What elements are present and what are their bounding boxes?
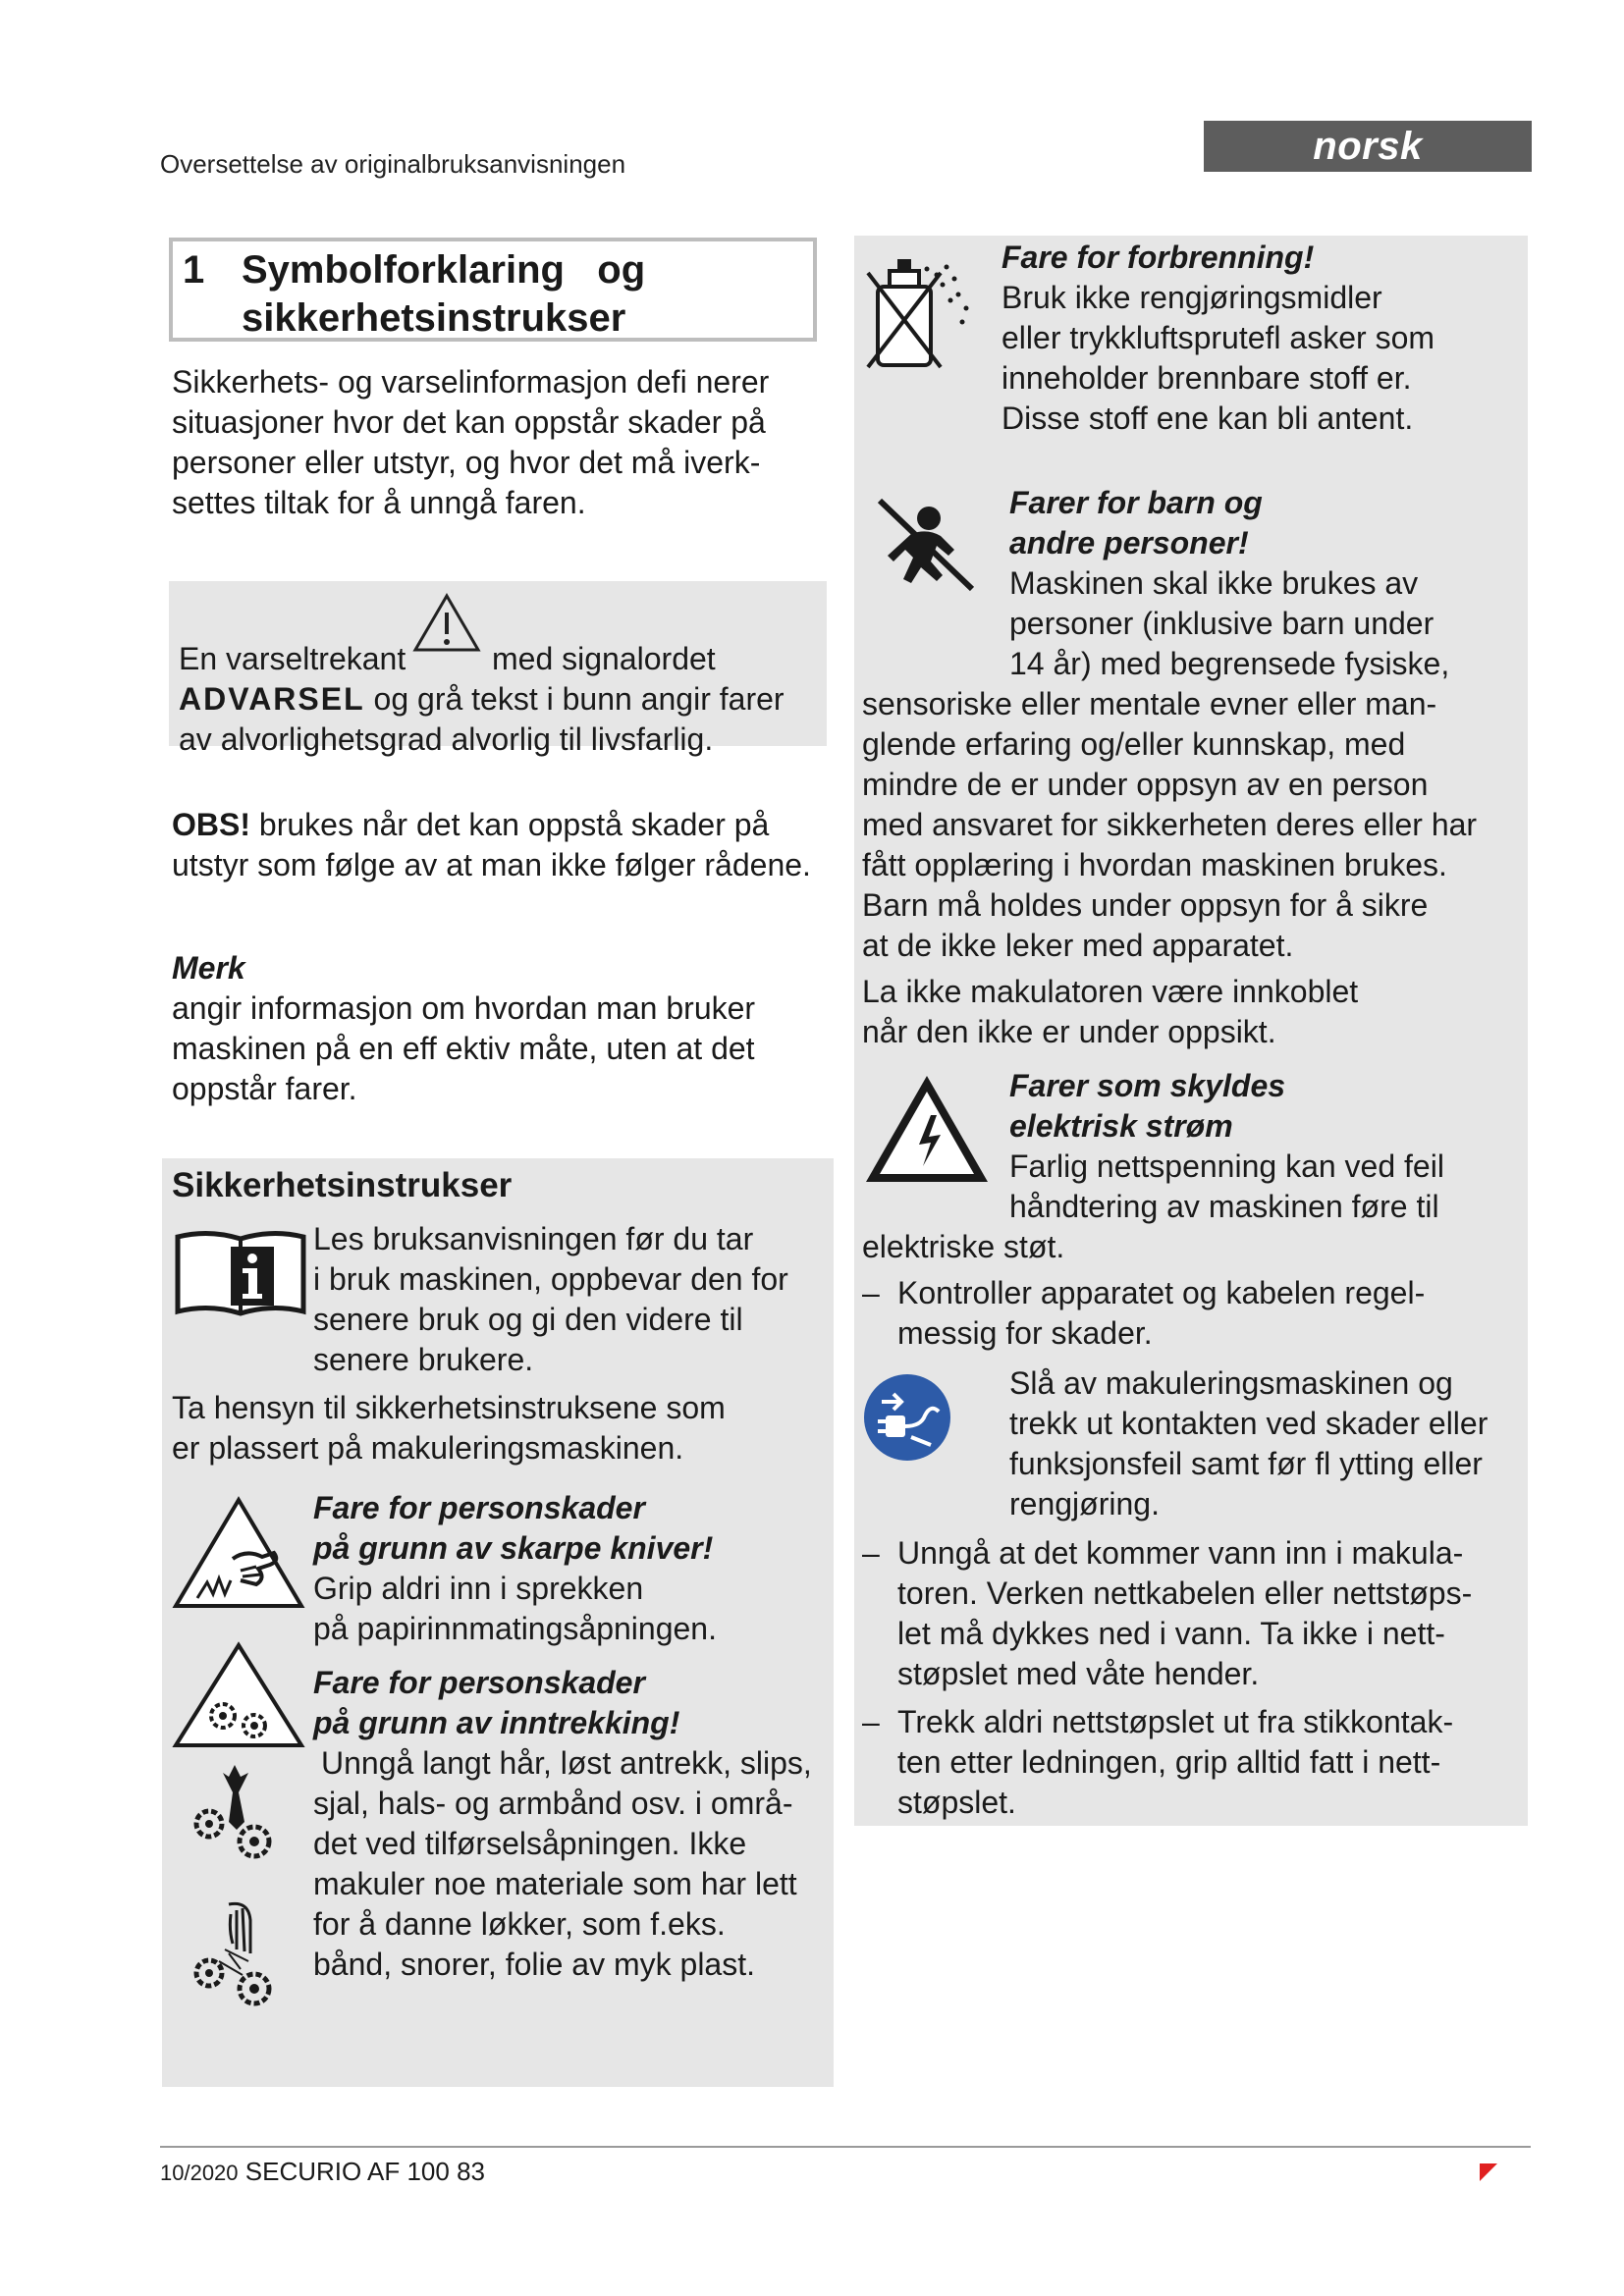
bullet-line: messig for skader. [897, 1315, 1153, 1351]
bullet-dash: – [862, 1275, 880, 1310]
children-title: andre personer! [1009, 525, 1249, 561]
section-heading [169, 238, 817, 342]
unplug-line: Slå av makuleringsmaskinen og [1009, 1365, 1453, 1401]
pulling-line: makuler noe materiale som har lett [313, 1866, 797, 1901]
pulling-line: det ved tilførselsåpningen. Ikke [313, 1826, 747, 1861]
manual-line: i bruk maskinen, oppbevar den for [313, 1261, 788, 1297]
children-line: Maskinen skal ikke brukes av [1009, 565, 1419, 601]
pulling-warning-text [313, 1663, 812, 1985]
knives-warning-text [313, 1488, 717, 1649]
intro-paragraph [172, 362, 769, 523]
children-line: sensoriske eller mentale evner eller man- [862, 686, 1437, 721]
children-line: at de ikke leker med apparatet. [862, 928, 1294, 963]
note-line: oppstår farer. [172, 1071, 357, 1106]
bullet-line: støpslet. [897, 1785, 1016, 1820]
warning-text: av alvorlighetsgrad alvorlig til livsfarlig. [179, 721, 714, 757]
intro-line: Sikkerhets- og varselinformasjon defi nerer [172, 364, 770, 400]
advarsel-keyword: ADVARSEL [179, 681, 365, 717]
warning-text: med signalordet [492, 641, 716, 676]
electric-title: elektrisk strøm [1009, 1108, 1233, 1144]
children-warning-header [1009, 483, 1449, 684]
children-line: mindre de er under oppsyn av en person [862, 767, 1429, 802]
unattended-line: når den ikke er under oppsikt. [862, 1014, 1276, 1049]
bullet-line: Kontroller apparatet og kabelen regel- [897, 1275, 1426, 1310]
footer-divider [160, 2146, 1531, 2148]
knives-line: på papirinnmatingsåpningen. [313, 1611, 717, 1646]
electric-hazard-icon [862, 1072, 992, 1186]
safety-instructions-box [162, 1158, 834, 2087]
knives-line: Grip aldri inn i sprekken [313, 1571, 644, 1606]
electric-bullet-2 [862, 1533, 1520, 1694]
manual-line: Les bruksanvisningen før du tar [313, 1221, 754, 1256]
manual-text [313, 1219, 788, 1380]
burn-line: inneholder brennbare stoff er. [1001, 360, 1412, 396]
intro-line: settes tiltak for å unngå faren. [172, 485, 586, 520]
read-manual-icon [174, 1225, 307, 1319]
warning-text: En varseltrekant [179, 641, 406, 676]
regard-line: Ta hensyn til sikkerhetsinstruksene som [172, 1390, 726, 1425]
sharp-blades-warning-icon [172, 1496, 305, 1610]
bullet-dash: – [862, 1704, 880, 1739]
burn-line: Disse stoff ene kan bli antent. [1001, 400, 1414, 436]
children-warning-body [862, 684, 1477, 1052]
burn-line: eller trykkluftsprutefl asker som [1001, 320, 1435, 355]
knives-title: Fare for personskader [313, 1490, 645, 1525]
children-line: med ansvaret for sikkerheten deres eller har [862, 807, 1478, 842]
obs-text: utstyr som følge av at man ikke følger rådene. [172, 847, 811, 882]
knives-title: på grunn av skarpe kniver! [313, 1530, 714, 1566]
children-title: Farer for barn og [1009, 485, 1263, 520]
pulling-line: sjal, hals- og armbånd osv. i områ- [313, 1786, 793, 1821]
children-line: 14 år) med begrensede fysiske, [1009, 646, 1450, 681]
burn-line: Bruk ikke rengjøringsmidler [1001, 280, 1382, 315]
bullet-line: Unngå at det kommer vann inn i makula- [897, 1535, 1464, 1571]
note-paragraph [172, 948, 755, 1109]
warning-text: og grå tekst i bunn angir farer [364, 681, 785, 717]
electric-title: Farer som skyldes [1009, 1068, 1286, 1103]
unplug-line: rengjøring. [1009, 1486, 1160, 1522]
footer-model: SECURIO AF 100 [244, 2157, 450, 2186]
page-number: 83 [457, 2157, 485, 2186]
page-corner-marker-icon [1480, 2163, 1499, 2183]
unplug-mandatory-icon [862, 1372, 952, 1463]
bullet-dash: – [862, 1535, 880, 1571]
obs-paragraph [172, 805, 811, 885]
children-line: personer (inklusive barn under [1009, 606, 1435, 641]
gear-entanglement-warning-icon [172, 1641, 305, 1749]
manual-line: senere bruk og gi den videre til [313, 1302, 743, 1337]
note-line: maskinen på en eff ektiv måte, uten at det [172, 1031, 755, 1066]
section-title-line1: Symbolforklaring og [242, 248, 646, 292]
unplug-text [1009, 1363, 1488, 1524]
burn-title: Fare for forbrenning! [1001, 240, 1315, 275]
burn-warning-text [1001, 238, 1435, 439]
intro-line: personer eller utstyr, og hvor det må iverk- [172, 445, 761, 480]
pulling-line: bånd, snorer, folie av myk plast. [313, 1947, 755, 1982]
pulling-title: Fare for personskader [313, 1665, 645, 1700]
unplug-line: trekk ut kontakten ved skader eller [1009, 1406, 1489, 1441]
regard-line: er plassert på makuleringsmaskinen. [172, 1430, 684, 1466]
section-number: 1 [183, 248, 205, 292]
electric-bullet-3 [862, 1702, 1520, 1823]
children-line: Barn må holdes under oppsyn for å sikre [862, 887, 1429, 923]
regard-text [172, 1388, 726, 1468]
safety-title: Sikkerhetsinstrukser [172, 1166, 513, 1204]
electric-warning-header [1009, 1066, 1444, 1227]
electric-line-full: elektriske støt. [862, 1229, 1065, 1264]
pulling-title: på grunn av inntrekking! [313, 1705, 680, 1740]
section-title-line2: sikkerhetsinstrukser [242, 296, 626, 340]
electric-line: Farlig nettspenning kan ved feil [1009, 1148, 1444, 1184]
pulling-line: for å danne løkker, som f.eks. [313, 1906, 726, 1942]
obs-text: brukes når det kan oppstå skader på [250, 807, 770, 842]
electric-bullet-1 [862, 1273, 1520, 1354]
unplug-line: funksjonsfeil samt før fl ytting eller [1009, 1446, 1483, 1481]
bullet-line: Trekk aldri nettstøpslet ut fra stikkontak- [897, 1704, 1454, 1739]
language-tab: norsk [1204, 121, 1532, 172]
warning-info-box [169, 581, 827, 757]
note-line: angir informasjon om hvordan man bruker [172, 990, 756, 1026]
tie-entanglement-icon [189, 1763, 280, 1861]
obs-keyword: OBS! [172, 807, 250, 842]
no-children-icon [872, 493, 980, 595]
note-title: Merk [172, 950, 245, 986]
manual-line: senere brukere. [313, 1342, 534, 1377]
bullet-line: ten etter ledningen, grip alltid fatt i nett- [897, 1744, 1441, 1780]
intro-line: situasjoner hvor det kan oppstår skader på [172, 404, 766, 440]
bullet-line: let må dykkes ned i vann. Ta ikke i nett- [897, 1616, 1445, 1651]
warning-triangle-icon [414, 616, 483, 673]
bullet-line: toren. Verken nettkabelen eller nettstøps- [897, 1575, 1473, 1611]
right-safety-box [854, 236, 1528, 1826]
no-spray-can-icon [864, 253, 988, 369]
hair-entanglement-icon [189, 1900, 280, 2010]
bullet-line: støpslet med våte hender. [897, 1656, 1260, 1691]
document-subtitle: Oversettelse av originalbruksanvisningen [160, 149, 626, 179]
electric-line: håndtering av maskinen føre til [1009, 1189, 1439, 1224]
footer [160, 2157, 485, 2187]
footer-date: 10/2020 [160, 2161, 239, 2185]
children-line: glende erfaring og/eller kunnskap, med [862, 726, 1406, 762]
unattended-line: La ikke makulatoren være innkoblet [862, 974, 1359, 1009]
children-line: fått opplæring i hvordan maskinen brukes. [862, 847, 1447, 882]
pulling-line: Unngå langt hår, løst antrekk, slips, [321, 1745, 812, 1781]
